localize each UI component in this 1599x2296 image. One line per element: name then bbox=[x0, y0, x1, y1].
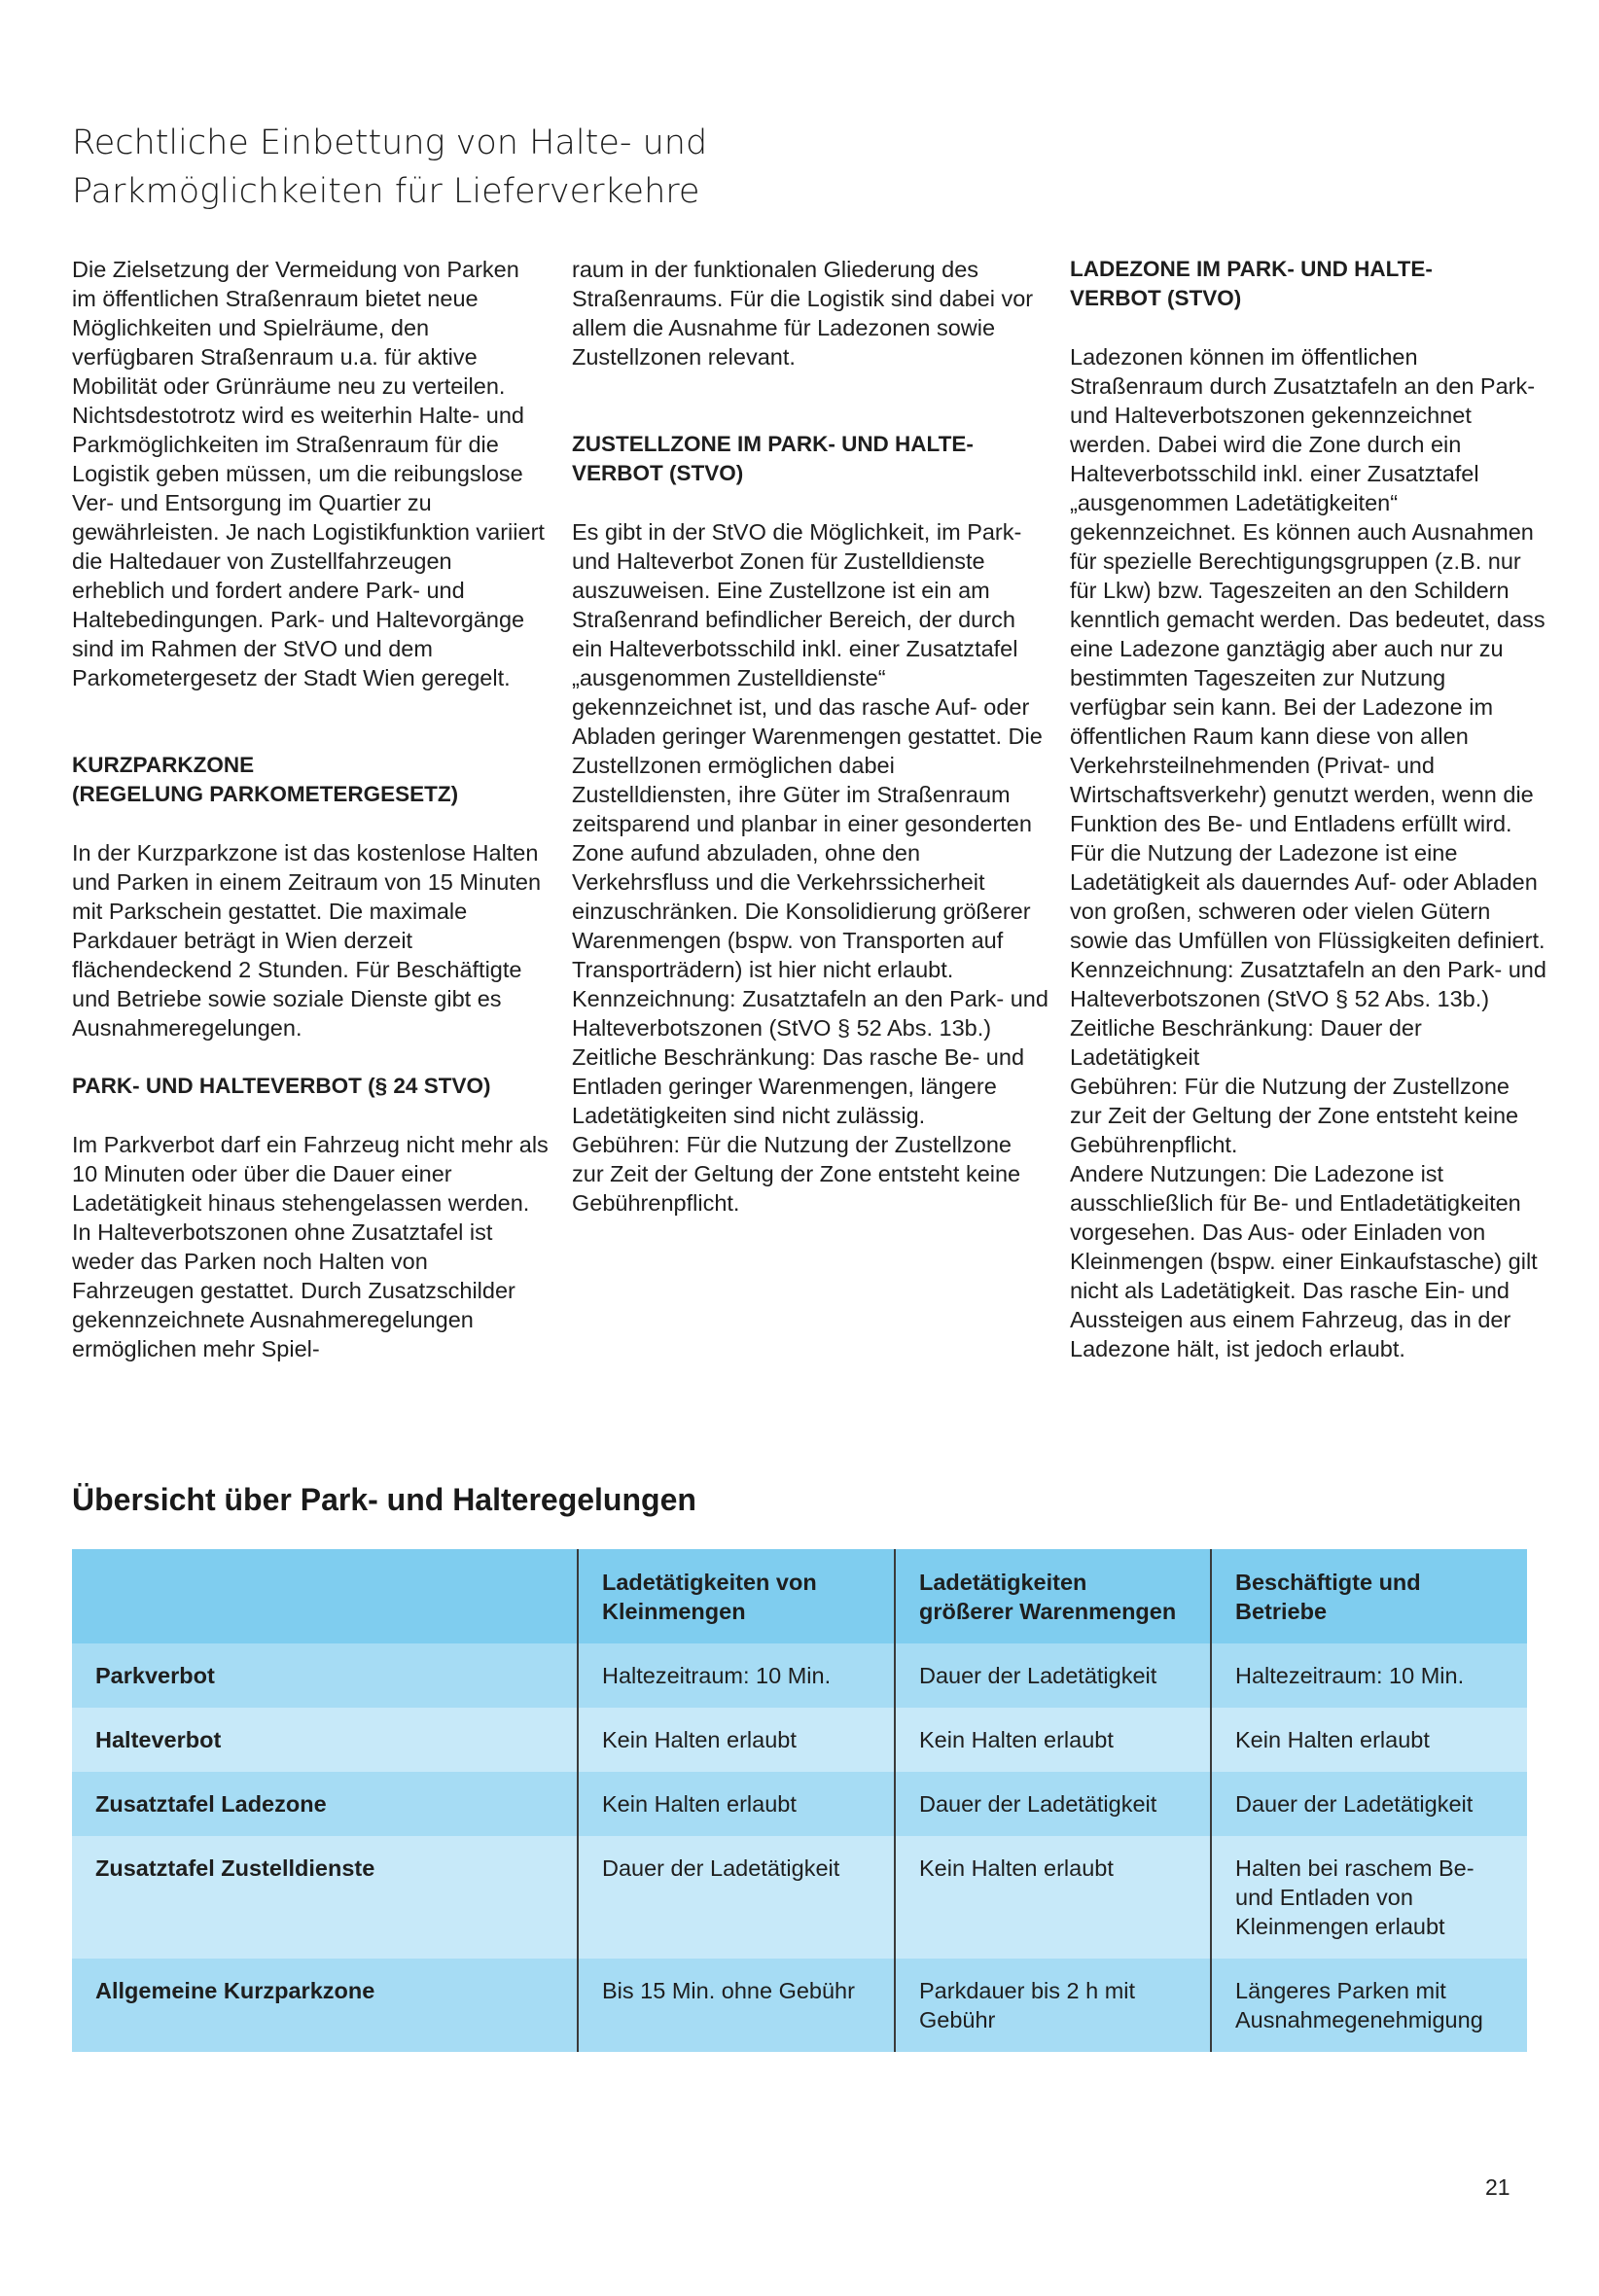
heading-line: VERBOT (STVO) bbox=[1070, 286, 1242, 310]
table-row bbox=[72, 1643, 1527, 1708]
table-cell: Haltezeitraum: 10 Min. bbox=[578, 1643, 895, 1708]
row-label: Zusatztafel Ladezone bbox=[72, 1772, 578, 1836]
ladezone-kennzeichnung: Kennzeichnung: Zusatztafeln an den Park- und Halteverbotszonen (StVO § 52 Abs. 13b.) bbox=[1070, 957, 1546, 1011]
row-label: Zusatztafel Zustelldienste bbox=[72, 1836, 578, 1959]
table-header-cell bbox=[72, 1549, 578, 1643]
table-cell: Kein Halten erlaubt bbox=[1211, 1708, 1527, 1772]
continuation-paragraph: raum in der funktionalen Gliederung des Straßenraums. Für die Logistik sind dabei vor allem die Ausnahme für Ladezonen sowie Zustellzonen relevant. bbox=[572, 257, 1034, 370]
table-row bbox=[72, 1836, 1527, 1959]
ladezone-andere-nutzungen: Andere Nutzungen: Die Ladezone ist ausschließlich für Be- und Entladetätigkeiten vorgesehen. Das Aus- oder Einladen von Kleinmengen (bspw. einer Einkaufstasche) gilt nicht als Ladetätigkeit. Das rasche Ein- und Aussteigen aus einem Fahrzeug, das in der Ladezone hält, ist jedoch erlaubt. bbox=[1070, 1161, 1538, 1361]
zustellzone-paragraph: Es gibt in der StVO die Möglichkeit, im Park- und Halteverbot Zonen für Zustelldienste auszuweisen. Eine Zustellzone ist ein am Straßenrand befindlicher Bereich, der durch ein Halteverbotsschild inkl. einer Zusatztafel „ausgenommen Zustelldienste“ gekennzeichnet ist, und das rasche Auf- oder Abladen geringer Warenmengen gestattet. Die Zustellzonen ermöglichen dabei Zustelldiensten, ihre Güter im Straßenraum zeitsparend und planbar in einer gesonderten Zone aufund abzuladen, ohne den Verkehrsfluss und die Verkehrssicherheit einzuschränken. Die Konsolidierung größerer Warenmengen (bspw. von Transporten auf Transporträdern) ist hier nicht erlaubt. bbox=[572, 519, 1043, 982]
page-number: 21 bbox=[1485, 2174, 1510, 2200]
table-cell: Dauer der Ladetätigkeit bbox=[578, 1836, 895, 1959]
heading-line: VERBOT (STVO) bbox=[572, 461, 744, 485]
table-cell: Dauer der Ladetätigkeit bbox=[1211, 1772, 1527, 1836]
zustellzone-beschraenkung: Zeitliche Beschränkung: Das rasche Be- und Entladen geringer Warenmengen, längere Ladetätigkeiten sind nicht zulässig. bbox=[572, 1044, 1025, 1128]
row-label: Parkverbot bbox=[72, 1643, 578, 1708]
heading-line: (REGELUNG PARKOMETERGESETZ) bbox=[72, 782, 459, 806]
row-label: Halteverbot bbox=[72, 1708, 578, 1772]
table-cell: Längeres Parken mit Ausnahmegenehmigung bbox=[1211, 1959, 1527, 2052]
text-column-2 bbox=[572, 255, 1048, 1218]
intro-paragraph: Die Zielsetzung der Vermeidung von Parken im öffentlichen Straßenraum bietet neue Möglichkeiten und Spielräume, den verfügbaren Straßenraum u.a. für aktive Mobilität oder Grünräume neu zu verteilen. Nichtsdestotrotz wird es weiterhin Halte- und Parkmöglichkeiten im Straßenraum für die Logistik geben müssen, um die reibungslose Ver- und Entsorgung im Quartier zu gewährleisten. Je nach Logistikfunktion variiert die Haltedauer von Zustellfahrzeugen erheblich und fordert andere Park- und Haltebedingungen. Park- und Haltevorgänge sind im Rahmen der StVO und dem Parkometergesetz der Stadt Wien geregelt. bbox=[72, 257, 545, 690]
table-cell: Bis 15 Min. ohne Gebühr bbox=[578, 1959, 895, 2052]
table-row bbox=[72, 1708, 1527, 1772]
heading-line: KURZPARKZONE bbox=[72, 753, 255, 777]
parkverbot-paragraph: Im Parkverbot darf ein Fahrzeug nicht mehr als 10 Minuten oder über die Dauer einer Ladetätigkeit hinaus stehengelassen werden. In Halteverbotszonen ohne Zusatztafel ist weder das Parken noch Halten von Fahrzeugen gestattet. Durch Zusatzschilder gekennzeichnete Ausnahmeregelungen ermöglichen mehr Spiel- bbox=[72, 1132, 549, 1361]
section-heading-parkverbot: PARK- UND HALTEVERBOT (§ 24 STVO) bbox=[72, 1074, 491, 1098]
text-column-3 bbox=[1070, 255, 1546, 1363]
table-header-cell: Beschäftigte und Betriebe bbox=[1211, 1549, 1527, 1643]
table-header-cell: Ladetätigkeiten größerer Warenmengen bbox=[895, 1549, 1211, 1643]
table-cell: Parkdauer bis 2 h mit Gebühr bbox=[895, 1959, 1211, 2052]
kurzparkzone-paragraph: In der Kurzparkzone ist das kostenlose Halten und Parken in einem Zeitraum von 15 Minuten mit Parkschein gestattet. Die maximale Parkdauer beträgt in Wien derzeit flächendeckend 2 Stunden. Für Beschäftigte und Betriebe sowie soziale Dienste gibt es Ausnahmeregelungen. bbox=[72, 840, 542, 1041]
row-label: Allgemeine Kurzparkzone bbox=[72, 1959, 578, 2052]
section-heading-kurzparkzone bbox=[72, 751, 549, 809]
text-column-1 bbox=[72, 255, 549, 1363]
ladezone-paragraph: Ladezonen können im öffentlichen Straßenraum durch Zusatztafeln an den Park- und Halteverbotszonen gekennzeichnet werden. Dabei wird die Zone durch ein Halteverbotsschild inkl. einer Zusatztafel „ausgenommen Ladetätigkeiten“ gekennzeichnet. Es können auch Ausnahmen für spezielle Berechtigungsgruppen (z.B. nur für Lkw) bzw. Tageszeiten an den Schildern kenntlich gemacht werden. Das bedeutet, dass eine Ladezone ganztägig aber auch nur zu bestimmten Tageszeiten zur Nutzung verfügbar sein kann. Bei der Ladezone im öffentlichen Raum kann diese von allen Verkehrsteilnehmenden (Privat- und Wirtschaftsverkehr) genutzt werden, wenn die Funktion des Be- und Entladens erfüllt wird. Für die Nutzung der Ladezone ist eine Ladetätigkeit als dauerndes Auf- oder Abladen von großen, schweren oder vielen Gütern sowie das Umfüllen von Flüssigkeiten definiert. bbox=[1070, 344, 1546, 953]
table-cell: Kein Halten erlaubt bbox=[895, 1836, 1211, 1959]
table-header-row bbox=[72, 1549, 1527, 1643]
ladezone-beschraenkung: Zeitliche Beschränkung: Dauer der Ladetätigkeit bbox=[1070, 1015, 1422, 1070]
heading-line: LADEZONE IM PARK- UND HALTE- bbox=[1070, 257, 1433, 281]
zustellzone-kennzeichnung: Kennzeichnung: Zusatztafeln an den Park- und Halteverbotszonen (StVO § 52 Abs. 13b.) bbox=[572, 986, 1048, 1041]
table-cell: Dauer der Ladetätigkeit bbox=[895, 1772, 1211, 1836]
table-cell: Dauer der Ladetätigkeit bbox=[895, 1643, 1211, 1708]
zustellzone-gebuehren: Gebühren: Für die Nutzung der Zustellzone zur Zeit der Geltung der Zone entsteht keine Gebührenpflicht. bbox=[572, 1132, 1021, 1216]
section-heading-ladezone bbox=[1070, 255, 1546, 313]
section-heading-zustellzone bbox=[572, 430, 1048, 488]
table-cell: Kein Halten erlaubt bbox=[895, 1708, 1211, 1772]
table-row bbox=[72, 1772, 1527, 1836]
ladezone-gebuehren: Gebühren: Für die Nutzung der Zustellzone zur Zeit der Geltung der Zone entsteht keine Gebührenpflicht. bbox=[1070, 1074, 1519, 1157]
table-header-cell: Ladetätigkeiten von Kleinmengen bbox=[578, 1549, 895, 1643]
page-title: Rechtliche Einbettung von Halte- und Parkmöglichkeiten für Lieferverkehre bbox=[72, 124, 708, 211]
overview-table bbox=[72, 1549, 1527, 2052]
overview-title: Übersicht über Park- und Halteregelungen bbox=[72, 1482, 696, 1517]
table-row bbox=[72, 1959, 1527, 2052]
heading-line: ZUSTELLZONE IM PARK- UND HALTE- bbox=[572, 432, 974, 456]
table-cell: Halten bei raschem Be- und Entladen von Kleinmengen erlaubt bbox=[1211, 1836, 1527, 1959]
table-cell: Haltezeitraum: 10 Min. bbox=[1211, 1643, 1527, 1708]
table-cell: Kein Halten erlaubt bbox=[578, 1772, 895, 1836]
table-cell: Kein Halten erlaubt bbox=[578, 1708, 895, 1772]
